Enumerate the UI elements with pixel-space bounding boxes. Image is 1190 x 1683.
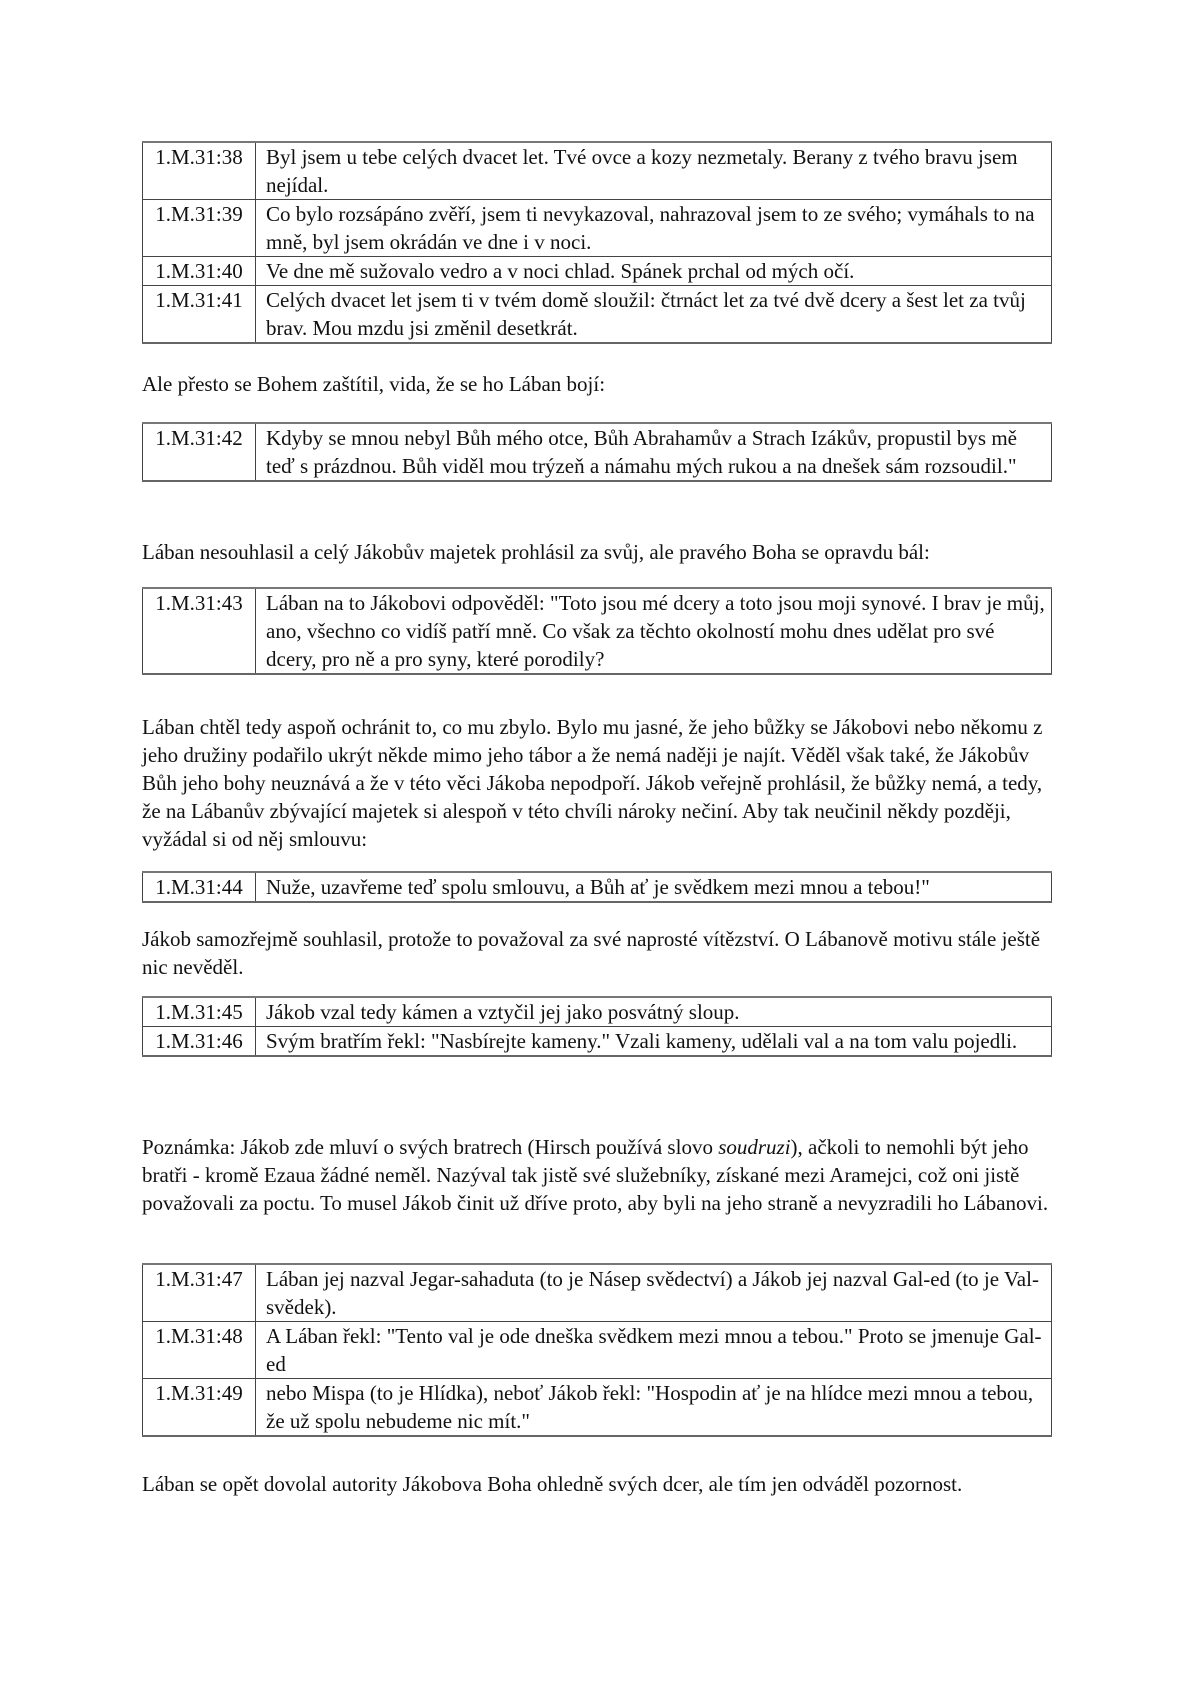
verse-ref: 1.M.31:47 <box>143 1264 256 1322</box>
note-italic-word: soudruzi <box>718 1135 791 1159</box>
table-row <box>143 142 1052 200</box>
verse-text: Nuže, uzavřeme teď spolu smlouvu, a Bůh ať je svědkem mezi mnou a tebou!" <box>256 872 1052 902</box>
table-row <box>143 1027 1052 1057</box>
table-row <box>143 200 1052 257</box>
verse-ref: 1.M.31:49 <box>143 1379 256 1437</box>
verse-ref: 1.M.31:44 <box>143 872 256 902</box>
verse-ref: 1.M.31:45 <box>143 997 256 1027</box>
verse-text: Jákob vzal tedy kámen a vztyčil jej jako posvátný sloup. <box>256 997 1052 1027</box>
verse-table-1 <box>142 141 1052 344</box>
paragraph: Ale přesto se Bohem zaštítil, vida, že se ho Lában bojí: <box>142 372 606 396</box>
verse-ref: 1.M.31:42 <box>143 423 256 481</box>
verse-text: Svým bratřím řekl: "Nasbírejte kameny." Vzali kameny, udělali val a na tom valu pojedli. <box>256 1027 1052 1057</box>
verse-text: Byl jsem u tebe celých dvacet let. Tvé ovce a kozy nezmetaly. Berany z tvého bravu jsem nejídal. <box>256 142 1052 200</box>
verse-table-6 <box>142 1263 1052 1437</box>
verse-ref: 1.M.31:40 <box>143 257 256 286</box>
verse-table-2 <box>142 422 1052 482</box>
note-text-start: Poznámka: Jákob zde mluví o svých bratrech (Hirsch používá slovo <box>142 1135 719 1159</box>
table-row <box>143 1379 1052 1437</box>
verse-ref: 1.M.31:41 <box>143 286 256 344</box>
verse-text: Kdyby se mnou nebyl Bůh mého otce, Bůh Abrahamův a Strach Izákův, propustil bys mě teď s prázdnou. Bůh viděl mou trýzeň a námahu mých rukou a na dnešek sám rozsoudil." <box>256 423 1052 481</box>
table-row <box>143 286 1052 344</box>
verse-ref: 1.M.31:39 <box>143 200 256 257</box>
paragraph: Lában nesouhlasil a celý Jákobův majetek prohlásil za svůj, ale pravého Boha se opravdu bál: <box>142 540 930 564</box>
verse-text: nebo Mispa (to je Hlídka), neboť Jákob řekl: "Hospodin ať je na hlídce mezi mnou a tebou, že už spolu nebudeme nic mít." <box>256 1379 1052 1437</box>
table-row <box>143 257 1052 286</box>
table-row <box>143 872 1052 902</box>
note-text-end: ), ačkoli to nemohli být jeho bratři - kromě Ezaua žádné neměl. Nazýval tak jistě své služebníky, získané mezi Aramejci, což oni jistě považovali za poctu. To musel Jákob činit už dříve proto, aby byli na jeho straně a nevyzradili ho Lábanovi. <box>142 1135 1049 1215</box>
verse-text: Celých dvacet let jsem ti v tvém domě sloužil: čtrnáct let za tvé dvě dcery a šest let za tvůj brav. Mou mzdu jsi změnil desetkrát. <box>256 286 1052 344</box>
verse-text: A Lában řekl: "Tento val je ode dneška svědkem mezi mnou a tebou." Proto se jmenuje Gal-ed <box>256 1322 1052 1379</box>
table-row <box>143 423 1052 481</box>
verse-table-3 <box>142 587 1052 675</box>
table-row <box>143 1264 1052 1322</box>
verse-text: Ve dne mě sužovalo vedro a v noci chlad. Spánek prchal od mých očí. <box>256 257 1052 286</box>
paragraph: Lában se opět dovolal autority Jákobova Boha ohledně svých dcer, ale tím jen odváděl pozornost. <box>142 1472 963 1496</box>
note-paragraph <box>142 1133 1052 1217</box>
verse-ref: 1.M.31:48 <box>143 1322 256 1379</box>
table-row <box>143 588 1052 674</box>
verse-text: Lában na to Jákobovi odpověděl: "Toto jsou mé dcery a toto jsou moji synové. I brav je můj, ano, všechno co vidíš patří mně. Co však za těchto okolností mohu dnes udělat pro své dcery, pro ně a pro syny, které porodily? <box>256 588 1052 674</box>
verse-ref: 1.M.31:43 <box>143 588 256 674</box>
paragraph: Jákob samozřejmě souhlasil, protože to považoval za své naprosté vítězství. O Lábanově motivu stále ještě nic nevěděl. <box>142 927 1041 979</box>
verse-ref: 1.M.31:46 <box>143 1027 256 1057</box>
table-row <box>143 997 1052 1027</box>
verse-text: Lában jej nazval Jegar-sahaduta (to je Násep svědectví) a Jákob jej nazval Gal-ed (to je Val-svědek). <box>256 1264 1052 1322</box>
paragraph: Lában chtěl tedy aspoň ochránit to, co mu zbylo. Bylo mu jasné, že jeho bůžky se Jákobovi nebo někomu z jeho družiny podařilo ukrýt někde mimo jeho tábor a že nemá naději je najít. Věděl však také, že Jákobův Bůh jeho bohy neuznává a že v této věci Jákoba nepodpoří. Jákob veřejně prohlásil, že bůžky nemá, a tedy, že na Lábanův zbývající majetek si alespoň v této chvíli nároky nečiní. Aby tak neučinil někdy později, vyžádal si od něj smlouvu: <box>142 715 1043 851</box>
verse-table-4 <box>142 871 1052 903</box>
table-row <box>143 1322 1052 1379</box>
verse-text: Co bylo rozsápáno zvěří, jsem ti nevykazoval, nahrazoval jsem to ze svého; vymáhals to na mně, byl jsem okrádán ve dne i v noci. <box>256 200 1052 257</box>
verse-table-5 <box>142 996 1052 1057</box>
verse-ref: 1.M.31:38 <box>143 142 256 200</box>
